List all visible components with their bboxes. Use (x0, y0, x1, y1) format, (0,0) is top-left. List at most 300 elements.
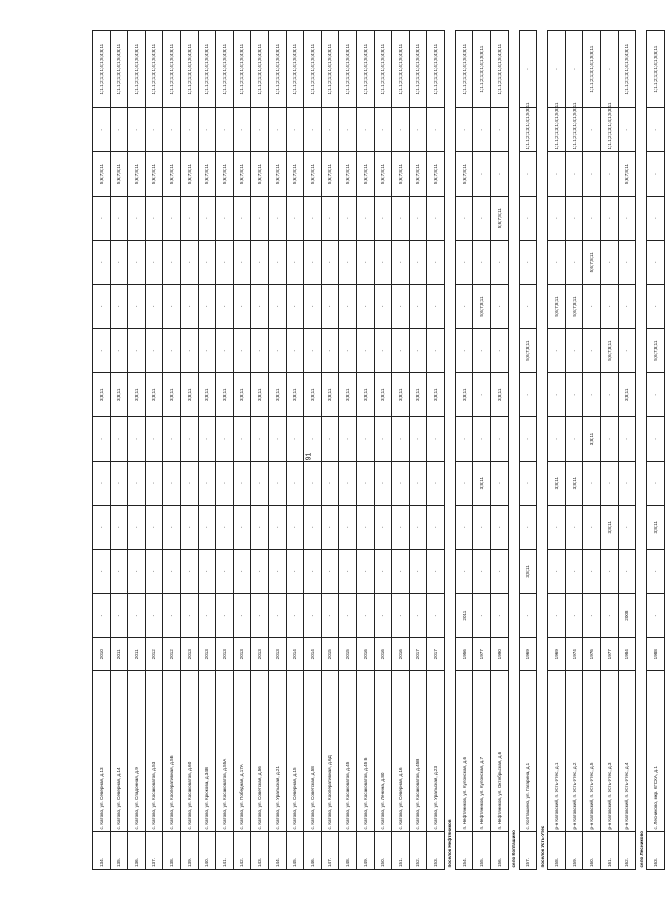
works-cell: - (110, 240, 128, 284)
works-cell: 5;6;7;8;11 (455, 152, 473, 196)
works-cell: - (180, 417, 198, 461)
year-cell: 2017 (427, 638, 445, 671)
row-number-cell: 162. (618, 832, 636, 870)
address-cell: с. Катово, ул. Северная, д.16 (392, 671, 410, 832)
address-cell: с. Катово, ул. Кооперативная, д.5Б (163, 671, 181, 832)
works-cell: 5;6;7;8;11 (548, 284, 566, 328)
works-cell: - (145, 329, 163, 373)
works-cell: - (198, 505, 216, 549)
works-cell: - (268, 505, 286, 549)
works-cell: - (392, 461, 410, 505)
works-cell: - (356, 196, 374, 240)
year-cell: 2011 (128, 638, 146, 671)
works-cell: - (583, 196, 601, 240)
works-cell: - (198, 461, 216, 505)
section-heading-row (636, 31, 647, 870)
works-cell: - (286, 108, 304, 152)
works-cell: 5;6;7;8;11 (145, 152, 163, 196)
works-cell: - (519, 284, 537, 328)
table-row (339, 31, 357, 870)
year-cell: 2013 (216, 638, 234, 671)
works-cell: 3;8;11 (618, 373, 636, 417)
works-cell: 5;6;7;8;11 (601, 329, 619, 373)
works-cell: - (473, 108, 491, 152)
section-title: поселок Усть-Утес (537, 31, 548, 870)
year-cell: 1969 (519, 638, 537, 671)
works-cell: - (145, 594, 163, 638)
year-cell: 2016 (356, 638, 374, 671)
address-cell: с. Копташино, ул. Гагарина, д.1 (519, 671, 537, 832)
row-number-cell: 144. (268, 832, 286, 870)
table-row (427, 31, 445, 870)
address-cell: р-н Катовский, п. Усть-Утес, д.5 (583, 671, 601, 832)
year-cell: 2013 (233, 638, 251, 671)
year-cell: 2012 (145, 638, 163, 671)
works-cell: - (427, 549, 445, 593)
works-cell: 3;8;11 (491, 373, 509, 417)
works-cell: - (321, 329, 339, 373)
works-cell: - (251, 461, 269, 505)
address-cell: с. Катово, ул. Уральская, д.21 (268, 671, 286, 832)
works-list-cell: 1;1.1;2;1;3;1;4;1;5;4;8;11 (163, 31, 181, 108)
works-list-cell: - (548, 31, 566, 108)
works-cell: - (128, 329, 146, 373)
year-cell: 2014 (304, 638, 322, 671)
works-cell: - (286, 417, 304, 461)
works-list-cell: 1;1.1;2;1;3;1;4;1;5;4;8;11 (286, 31, 304, 108)
works-cell: - (304, 329, 322, 373)
row-number-cell: 136. (128, 832, 146, 870)
works-cell: 5;6;7;8;11 (647, 329, 665, 373)
address-cell: р-н Катовский, п. Усть-Утес, д.1 (548, 671, 566, 832)
table-row (110, 31, 128, 870)
works-cell: - (110, 594, 128, 638)
works-cell: - (548, 329, 566, 373)
works-cell: - (216, 594, 234, 638)
works-cell: - (409, 505, 427, 549)
works-cell: - (233, 240, 251, 284)
works-cell: - (427, 417, 445, 461)
works-cell: - (339, 329, 357, 373)
works-cell: - (128, 417, 146, 461)
works-cell: - (321, 594, 339, 638)
works-cell: - (601, 284, 619, 328)
year-cell: 2014 (286, 638, 304, 671)
works-cell: 3;8;11 (647, 505, 665, 549)
works-cell: - (455, 417, 473, 461)
table-row (286, 31, 304, 870)
works-cell: - (473, 373, 491, 417)
works-cell: - (548, 152, 566, 196)
works-cell: - (110, 196, 128, 240)
section-heading-row (444, 31, 455, 870)
works-cell: 2008 (618, 594, 636, 638)
works-cell: - (233, 549, 251, 593)
works-cell: - (473, 240, 491, 284)
works-cell: - (548, 505, 566, 549)
works-cell: - (519, 196, 537, 240)
works-cell: 3;8;11 (409, 373, 427, 417)
works-cell: - (409, 329, 427, 373)
works-cell: - (251, 240, 269, 284)
works-cell: - (286, 505, 304, 549)
works-list-cell: - (565, 31, 583, 108)
works-cell: - (374, 549, 392, 593)
table-row (647, 31, 665, 870)
works-cell: - (93, 108, 111, 152)
works-cell: 3;8;11 (286, 373, 304, 417)
table-row (601, 31, 619, 870)
works-cell: - (618, 549, 636, 593)
address-cell: с. Катово, ул. Косаковатов, д.45 Б (356, 671, 374, 832)
works-cell: - (93, 417, 111, 461)
works-list-cell: 1;1.1;2;1;3;1;4;1;5;4;8;11 (304, 31, 322, 108)
table-row (409, 31, 427, 870)
works-cell: - (392, 284, 410, 328)
works-cell: - (427, 284, 445, 328)
works-cell: - (128, 240, 146, 284)
section-title: поселок Нефтяников (444, 31, 455, 870)
works-cell: - (321, 549, 339, 593)
row-number-cell: 139. (180, 832, 198, 870)
works-cell: - (198, 284, 216, 328)
works-cell: 5;6;7;8;11 (519, 329, 537, 373)
works-cell: 5;6;7;8;11 (356, 152, 374, 196)
works-cell: - (392, 594, 410, 638)
works-cell: - (455, 108, 473, 152)
works-cell: 5;6;7;8;11 (618, 152, 636, 196)
works-cell: - (93, 329, 111, 373)
works-cell: 5;6;7;8;11 (339, 152, 357, 196)
works-cell: - (473, 505, 491, 549)
works-cell: - (286, 240, 304, 284)
works-cell: 5;6;7;8;11 (216, 152, 234, 196)
works-cell: - (548, 594, 566, 638)
works-list-cell: 1;1.1;2;1;3;1;4;1;5;4;8;11 (374, 31, 392, 108)
works-cell: - (601, 152, 619, 196)
works-cell: - (268, 240, 286, 284)
works-cell: 3;8;11 (601, 505, 619, 549)
works-cell: - (145, 461, 163, 505)
works-cell: - (565, 196, 583, 240)
works-cell: - (473, 329, 491, 373)
works-cell: - (647, 240, 665, 284)
works-cell: - (339, 505, 357, 549)
works-cell: - (339, 417, 357, 461)
works-cell: - (409, 108, 427, 152)
table-row (251, 31, 269, 870)
works-cell: - (647, 373, 665, 417)
works-list-cell: 1;1.1;2;1;3;1;4;1;5;4;8;11 (427, 31, 445, 108)
works-cell: - (233, 284, 251, 328)
row-number-cell: 161. (601, 832, 619, 870)
row-number-cell: 150. (374, 832, 392, 870)
address-cell: с. Катово, ул. Северная, д.13 (93, 671, 111, 832)
works-cell: 5;6;7;8;11 (110, 152, 128, 196)
works-cell: - (455, 284, 473, 328)
works-cell: - (583, 594, 601, 638)
works-cell: - (198, 196, 216, 240)
works-cell: - (473, 594, 491, 638)
works-cell: - (491, 505, 509, 549)
works-cell: - (491, 108, 509, 152)
table-row (455, 31, 473, 870)
works-cell: - (601, 461, 619, 505)
works-cell: - (491, 329, 509, 373)
works-cell: - (548, 240, 566, 284)
works-cell: - (163, 549, 181, 593)
table-row (565, 31, 583, 870)
works-cell: - (110, 329, 128, 373)
works-cell: - (286, 284, 304, 328)
row-number-cell: 155. (473, 832, 491, 870)
works-cell: - (583, 284, 601, 328)
works-cell: - (145, 108, 163, 152)
works-cell: - (163, 240, 181, 284)
works-cell: - (647, 108, 665, 152)
works-cell: 3;8;11 (110, 373, 128, 417)
row-number-cell: 154. (455, 832, 473, 870)
works-cell: - (427, 594, 445, 638)
works-cell: 3;8;11 (128, 373, 146, 417)
works-cell: - (216, 505, 234, 549)
section-heading-row (508, 31, 519, 870)
works-cell: - (339, 196, 357, 240)
works-cell: - (374, 196, 392, 240)
works-cell: - (128, 549, 146, 593)
works-cell: - (647, 461, 665, 505)
works-cell: - (304, 196, 322, 240)
works-cell: - (216, 196, 234, 240)
works-cell: - (374, 594, 392, 638)
address-cell: с. Катово, ул. Северная, д.14 (110, 671, 128, 832)
works-cell: - (409, 196, 427, 240)
table-row (374, 31, 392, 870)
works-cell: - (321, 240, 339, 284)
works-cell: - (180, 240, 198, 284)
works-cell: - (374, 329, 392, 373)
works-cell: - (601, 373, 619, 417)
works-cell: - (180, 505, 198, 549)
works-cell: - (198, 549, 216, 593)
table-row (392, 31, 410, 870)
works-cell: - (583, 108, 601, 152)
works-cell: - (356, 108, 374, 152)
section-title: село Лесниково (636, 31, 647, 870)
works-cell: - (491, 549, 509, 593)
works-cell: - (473, 417, 491, 461)
table-row (216, 31, 234, 870)
year-cell: 2013 (180, 638, 198, 671)
works-cell: - (455, 549, 473, 593)
address-cell: р-н Катовский, п. Усть-Утес, д.3 (601, 671, 619, 832)
row-number-cell: 158. (548, 832, 566, 870)
address-cell: с. Катово, ул. Косаковатов, д.53 (145, 671, 163, 832)
works-cell: - (601, 240, 619, 284)
works-cell: 5;6;7;8;11 (251, 152, 269, 196)
works-cell: 3;8;11 (304, 373, 322, 417)
works-cell: 3;8;11 (339, 373, 357, 417)
works-list-cell: 1;1.1;2;1;3;1;4;1;5;8;11 (647, 31, 665, 108)
works-cell: - (268, 196, 286, 240)
year-cell: 1984 (618, 638, 636, 671)
works-cell: - (163, 505, 181, 549)
works-cell: - (356, 549, 374, 593)
works-cell: - (268, 284, 286, 328)
works-cell: - (519, 461, 537, 505)
year-cell: 1988 (647, 638, 665, 671)
row-number-cell: 137. (145, 832, 163, 870)
works-cell: - (339, 461, 357, 505)
year-cell: 1977 (473, 638, 491, 671)
year-cell: 2016 (392, 638, 410, 671)
row-number-cell: 156. (491, 832, 509, 870)
works-cell: - (251, 505, 269, 549)
works-cell: - (374, 240, 392, 284)
works-cell: - (647, 284, 665, 328)
works-list-cell: 1;1.1;2;1;3;1;4;1;5;8;11 (583, 31, 601, 108)
works-cell: - (409, 594, 427, 638)
works-list-cell: 1;1.1;2;1;3;1;4;1;5;4;8;11 (128, 31, 146, 108)
works-cell: 5;6;7;8;11 (374, 152, 392, 196)
works-cell: 5;6;7;8;11 (198, 152, 216, 196)
table-row (618, 31, 636, 870)
row-number-cell: 151. (392, 832, 410, 870)
year-cell: 2013 (268, 638, 286, 671)
works-cell: - (304, 240, 322, 284)
works-cell: - (180, 329, 198, 373)
address-cell: с. Катово, ул. Косаковатов, д.45В (409, 671, 427, 832)
address-cell: р-н Катовский, п. Усть-Утес, д.4 (618, 671, 636, 832)
works-cell: - (601, 594, 619, 638)
works-cell: - (455, 196, 473, 240)
works-cell: - (356, 461, 374, 505)
address-cell: с. Катово, ул. Победная, д.17А (233, 671, 251, 832)
works-cell: 5;6;7;8;11 (473, 284, 491, 328)
works-cell: - (304, 461, 322, 505)
works-cell: - (427, 505, 445, 549)
row-number-cell: 159. (565, 832, 583, 870)
table-row (163, 31, 181, 870)
row-number-cell: 152. (409, 832, 427, 870)
table-row (519, 31, 537, 870)
works-list-cell: 1;1.1;2;1;3;1;4;1;5;4;8;11 (145, 31, 163, 108)
works-cell: - (286, 549, 304, 593)
works-cell: - (286, 329, 304, 373)
works-cell: - (392, 108, 410, 152)
works-cell: - (304, 417, 322, 461)
works-cell: - (321, 284, 339, 328)
section-heading-row (537, 31, 548, 870)
works-cell: 5;6;7;8;11 (163, 152, 181, 196)
works-cell: - (128, 284, 146, 328)
works-cell: 3;8;11 (163, 373, 181, 417)
works-cell: - (455, 329, 473, 373)
works-cell: - (251, 108, 269, 152)
row-number-cell: 147. (321, 832, 339, 870)
works-cell: 1;1.1;2;1;3;1;4;1;5;8;11 (548, 108, 566, 152)
works-cell: - (392, 505, 410, 549)
works-cell: - (409, 240, 427, 284)
works-cell: - (216, 549, 234, 593)
works-cell: - (455, 240, 473, 284)
works-cell: - (548, 373, 566, 417)
works-cell: - (601, 549, 619, 593)
works-list-cell: 1;1.1;2;1;3;1;4;1;5;4;8;11 (233, 31, 251, 108)
works-cell: - (216, 417, 234, 461)
row-number-cell: 160. (583, 832, 601, 870)
year-cell: 2017 (409, 638, 427, 671)
table-row (233, 31, 251, 870)
works-cell: - (339, 594, 357, 638)
works-list-cell: - (519, 31, 537, 108)
table-row (268, 31, 286, 870)
works-cell: - (548, 417, 566, 461)
works-cell: - (251, 549, 269, 593)
row-number-cell: 134. (93, 832, 111, 870)
works-cell: - (268, 329, 286, 373)
address-cell: р-н Катовский, п. Усть-Утес, д.2 (565, 671, 583, 832)
works-cell: - (216, 240, 234, 284)
row-number-cell: 146. (304, 832, 322, 870)
works-cell: - (374, 284, 392, 328)
works-cell: - (427, 461, 445, 505)
works-cell: - (339, 284, 357, 328)
table-row (583, 31, 601, 870)
table-row (473, 31, 491, 870)
works-cell: - (216, 108, 234, 152)
works-cell: 5;6;7;8;11 (128, 152, 146, 196)
works-cell: - (601, 196, 619, 240)
year-cell: 2013 (198, 638, 216, 671)
table-body (93, 31, 665, 870)
address-cell: с. Катово, ул. Кооперативная, д.6Д (321, 671, 339, 832)
works-cell: 3;8;11 (233, 373, 251, 417)
row-number-cell: 140. (198, 832, 216, 870)
works-cell: - (618, 417, 636, 461)
works-list-cell: 1;1.1;2;1;3;1;4;1;5;4;8;11 (180, 31, 198, 108)
works-cell: - (163, 108, 181, 152)
works-cell: - (519, 505, 537, 549)
works-list-cell: 1;1.1;2;1;3;1;4;1;5;8;11 (473, 31, 491, 108)
works-cell: - (455, 505, 473, 549)
table-row (304, 31, 322, 870)
works-cell: - (233, 505, 251, 549)
works-cell: - (268, 594, 286, 638)
works-cell: - (110, 461, 128, 505)
works-cell: - (519, 417, 537, 461)
works-cell: - (374, 108, 392, 152)
works-cell: - (321, 108, 339, 152)
works-cell: - (647, 152, 665, 196)
works-cell: - (198, 329, 216, 373)
year-cell: 2016 (374, 638, 392, 671)
works-cell: - (519, 373, 537, 417)
works-cell: - (321, 505, 339, 549)
address-cell: с. Катово, ул. Спадонная, д.9 (128, 671, 146, 832)
year-cell: 2015 (339, 638, 357, 671)
works-cell: - (268, 461, 286, 505)
table-row (180, 31, 198, 870)
works-cell: - (163, 594, 181, 638)
row-number-cell: 153. (427, 832, 445, 870)
works-cell: - (519, 152, 537, 196)
year-cell: 1956 (455, 638, 473, 671)
works-cell: - (93, 549, 111, 593)
works-cell: - (519, 594, 537, 638)
works-cell: 3;8;11 (356, 373, 374, 417)
works-cell: 5;6;7;8;11 (304, 152, 322, 196)
